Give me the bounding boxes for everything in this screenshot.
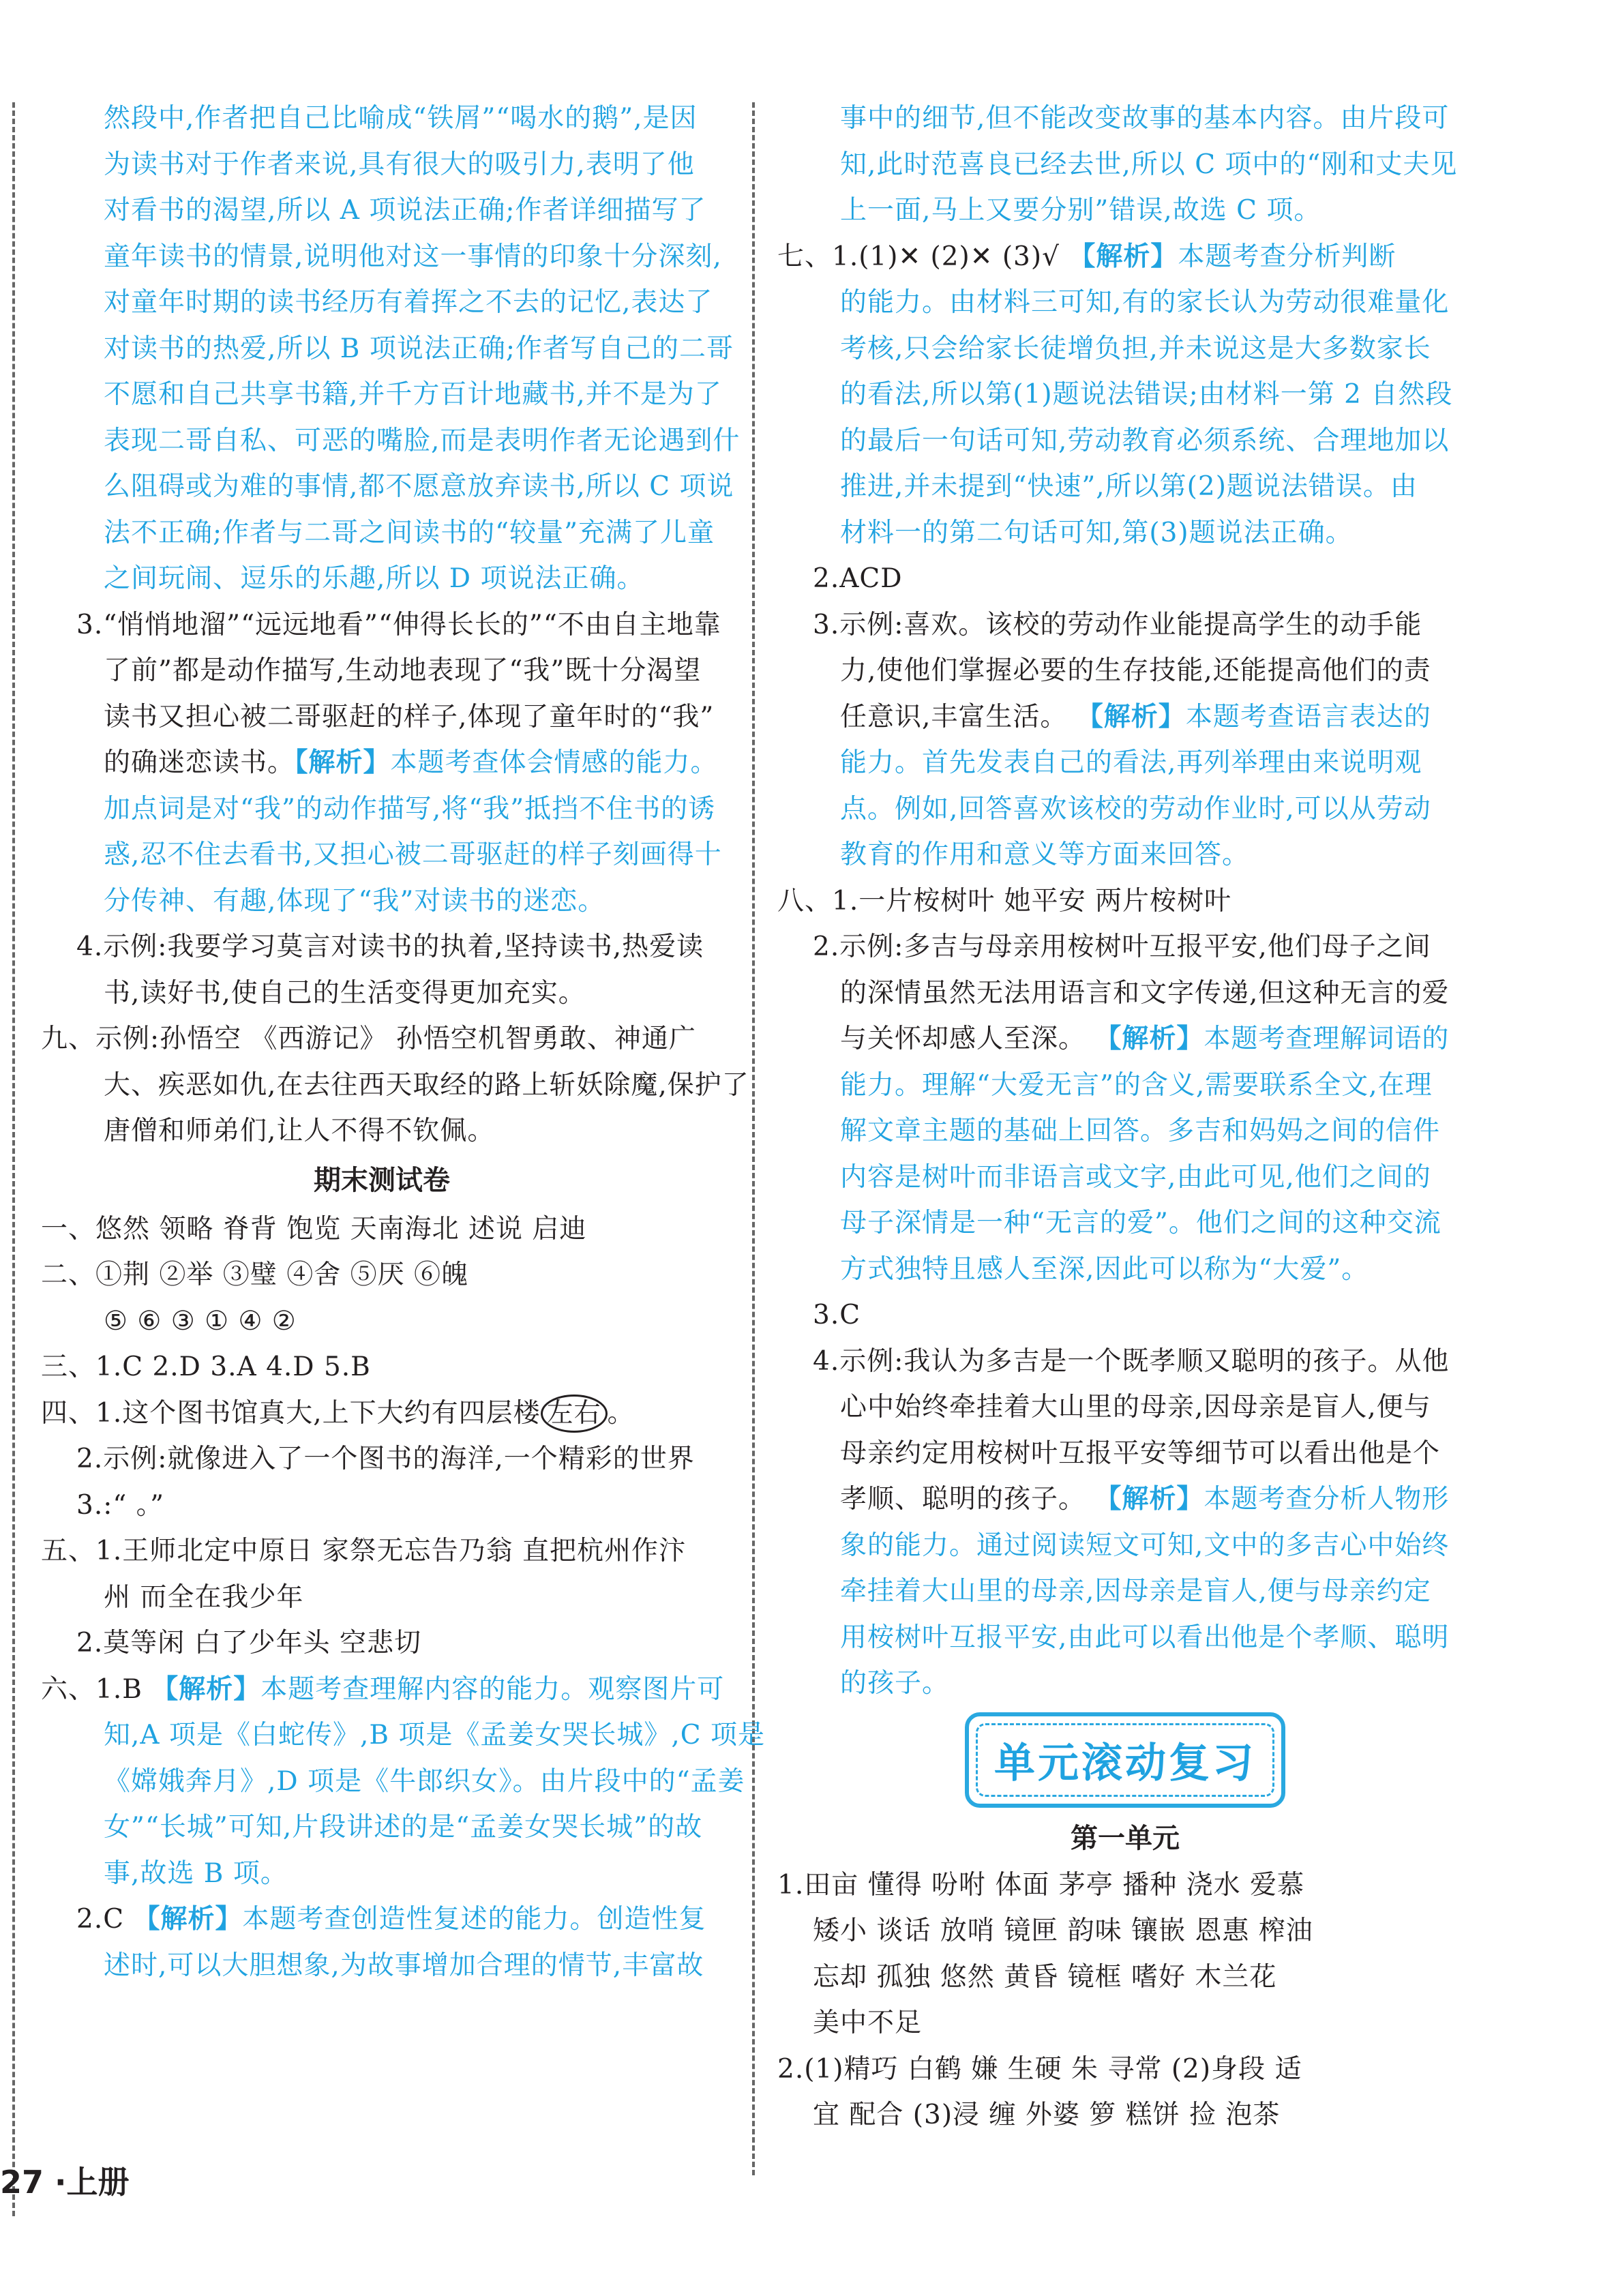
answer-line	[41, 1896, 723, 1943]
answer-line	[777, 234, 1473, 280]
column-divider-dashed-line	[752, 102, 755, 2175]
text-line: 分传神、有趣,体现了“我”对读书的迷恋。	[104, 885, 606, 916]
text-line: 方式独特且感人至深,因此可以称为“大爱”。	[840, 1253, 1369, 1285]
answer-line: 八、1.一片桉树叶 她平安 两片桉树叶	[777, 885, 1232, 916]
text-line: 的孩子。	[840, 1668, 950, 1699]
answer-line: 二、①荆 ②举 ③璧 ④舍 ⑤厌 ⑥魄	[41, 1259, 468, 1290]
analysis-tag: 【解析】	[1068, 241, 1178, 272]
text-line: 点。例如,回答喜欢该校的劳动作业时,可以从劳动	[840, 793, 1431, 824]
text-line: 加点词是对“我”的动作描写,将“我”抵挡不住书的诱	[104, 793, 716, 824]
answer-line: 4.示例:我认为多吉是一个既孝顺又聪明的孩子。从他	[813, 1345, 1450, 1377]
text-line: 教育的作用和意义等方面来回答。	[840, 839, 1250, 870]
text-line: 推进,并未提到“快速”,所以第(2)题说法错误。由	[840, 471, 1418, 502]
answer-line: 九、示例:孙悟空 《西游记》 孙悟空机智勇敢、神通广	[41, 1024, 696, 1054]
answer-line: 2.示例:多吉与母亲用桉树叶互报平安,他们母子之间	[813, 931, 1431, 962]
answer-text: 孝顺、聪明的孩子。	[840, 1484, 1095, 1515]
text-line: 能力。理解“大爱无言”的含义,需要联系全文,在理	[840, 1069, 1433, 1101]
unit-one-heading: 第一单元	[1071, 1822, 1180, 1854]
text-line: 用桉树叶互报平安,由此可以看出他是个孝顺、聪明	[840, 1622, 1450, 1653]
answer-line: 了前”都是动作描写,生动地表现了“我”既十分渴望	[104, 655, 702, 686]
analysis-tag: 【解析】	[295, 747, 391, 778]
text-line: 牵挂着大山里的母亲,因母亲是盲人,便与母亲约定	[840, 1576, 1431, 1607]
text-line: 的能力。由材料三可知,有的家长认为劳动很难量化	[840, 287, 1450, 318]
answer-line: 矮小 谈话 放哨 镜匣 韵味 镶嵌 恩惠 榨油	[813, 1915, 1313, 1946]
text-line: 解文章主题的基础上回答。多吉和妈妈之间的信件	[840, 1116, 1441, 1146]
text-line: 考核,只会给家长徒增负担,并未说这是大多数家长	[840, 333, 1431, 364]
final-exam-heading: 期末测试卷	[314, 1164, 450, 1196]
text-line: 法不正确;作者与二哥之间读书的“较量”充满了儿童	[104, 517, 715, 548]
analysis-tag: 【解析】	[151, 1673, 261, 1705]
answer-line	[41, 740, 723, 786]
answer-text: 的确迷恋读书。	[104, 747, 295, 778]
answer-line: 五、1.王师北定中原日 家祭无忘告乃翁 直把杭州作汴	[41, 1536, 687, 1566]
answer-line: 州 而全在我少年	[104, 1581, 304, 1613]
text-line: 女”“长城”可知,片段讲述的是“孟姜女哭长城”的故	[104, 1812, 703, 1843]
analysis-text: 本题考查理解词语的	[1204, 1024, 1450, 1054]
answer-line: 2.莫等闲 白了少年头 空悲切	[76, 1628, 422, 1658]
answer-text: 四、1.这个图书馆真大,上下大约有四层楼	[41, 1397, 541, 1429]
text-line: 对看书的渴望,所以 A 项说法正确;作者详细描写了	[104, 195, 706, 226]
text-line: 的最后一句话可知,劳动教育必须系统、合理地加以	[840, 425, 1450, 456]
text-line: 之间玩闹、逗乐的乐趣,所以 D 项说法正确。	[104, 563, 644, 594]
answer-line: 的深情虽然无法用语言和文字传递,但这种无言的爱	[840, 977, 1450, 1009]
answer-text: 与关怀却感人至深。	[840, 1024, 1095, 1054]
analysis-text: 本题考查分析人物形	[1204, 1484, 1450, 1515]
text-line: 知,此时范喜良已经去世,所以 C 项中的“刚和丈夫见	[840, 149, 1458, 180]
analysis-text: 本题考查分析判断	[1178, 241, 1396, 272]
text-line: 象的能力。通过阅读短文可知,文中的多吉心中始终	[840, 1530, 1450, 1561]
analysis-tag: 【解析】	[133, 1904, 243, 1935]
answer-line: 书,读好书,使自己的生活变得更加充实。	[104, 977, 586, 1009]
answer-line: 宜 配合 (3)浸 缠 外婆 箩 糕饼 捡 泡茶	[813, 2100, 1281, 2130]
analysis-tag: 【解析】	[1076, 701, 1186, 732]
answer-line: 唐僧和师弟们,让人不得不钦佩。	[104, 1116, 495, 1146]
answer-text: 七、1.(1)✕ (2)✕ (3)√	[777, 241, 1069, 272]
answer-text: 2.C	[76, 1904, 134, 1935]
answer-line: 3.:“ 。”	[76, 1489, 165, 1521]
answer-line	[777, 694, 1473, 741]
text-line: 述时,可以大胆想象,为故事增加合理的情节,丰富故	[104, 1950, 704, 1981]
unit-review-banner	[965, 1712, 1285, 1808]
analysis-text: 本题考查语言表达的	[1185, 701, 1431, 732]
text-line: 然段中,作者把自己比喻成“铁屑”“喝水的鹅”,是因	[104, 103, 698, 134]
text-line: 的看法,所以第(1)题说法错误;由材料一第 2 自然段	[840, 379, 1453, 410]
analysis-text: 本题考查体会情感的能力。	[390, 747, 718, 778]
text-line: 知,A 项是《白蛇传》,B 项是《孟姜女哭长城》,C 项是	[104, 1720, 766, 1750]
answer-line: 忘却 孤独 悠然 黄昏 镜框 嗜好 木兰花	[813, 1961, 1277, 1993]
answer-line	[777, 1476, 1473, 1523]
text-line: 对读书的热爱,所以 B 项说法正确;作者写自己的二哥	[104, 333, 734, 364]
answer-text: 。	[607, 1397, 635, 1429]
answer-line: 读书又担心被二哥驱赶的样子,体现了童年时的“我”	[104, 701, 715, 732]
answer-line: 2.(1)精巧 白鹤 嫌 生硬 朱 寻常 (2)身段 适	[777, 2053, 1302, 2085]
answer-line: 3.示例:喜欢。该校的劳动作业能提高学生的动手能	[813, 609, 1422, 640]
answer-line: 3.C	[813, 1300, 861, 1330]
left-column	[41, 95, 766, 1988]
text-line: 童年读书的情景,说明他对这一事情的印象十分深刻,	[104, 241, 722, 272]
answer-line: ⑤ ⑥ ③ ① ④ ②	[104, 1305, 297, 1337]
unit-review-title: 单元滚动复习	[994, 1739, 1256, 1787]
answer-line: 3.“悄悄地溜”“远远地看”“伸得长长的”“不由自主地靠	[76, 609, 721, 640]
text-line: 母子深情是一种“无言的爱”。他们之间的这种交流	[840, 1208, 1441, 1238]
analysis-tag: 【解析】	[1094, 1484, 1204, 1515]
answer-line: 心中始终牵挂着大山里的母亲,因母亲是盲人,便与	[840, 1392, 1431, 1422]
answer-line: 大、疾恶如仇,在去往西天取经的路上斩妖除魔,保护了	[104, 1069, 749, 1101]
answer-line	[777, 1016, 1473, 1062]
answer-line: 美中不足	[813, 2008, 923, 2038]
right-column	[777, 95, 1473, 2138]
text-line: 对童年时期的读书经历有着挥之不去的记忆,表达了	[104, 287, 713, 318]
text-line: 材料一的第二句话可知,第(3)题说法正确。	[840, 517, 1353, 548]
text-line: 上一面,马上又要分别”错误,故选 C 项。	[840, 195, 1321, 226]
answer-line: 母亲约定用桉树叶互报平安等细节可以看出他是个	[840, 1437, 1441, 1469]
text-line: 么阻碍或为难的事情,都不愿意放弃读书,所以 C 项说	[104, 471, 734, 502]
text-line: 为读书对于作者来说,具有很大的吸引力,表明了他	[104, 149, 695, 180]
answer-text: 六、1.B	[41, 1673, 152, 1705]
answer-line: 2.ACD	[813, 563, 903, 594]
answer-text: 任意识,丰富生活。	[840, 701, 1077, 732]
text-line: 事中的细节,但不能改变故事的基本内容。由片段可	[840, 103, 1450, 134]
analysis-text: 本题考查创造性复述的能力。创造性复	[242, 1904, 706, 1935]
left-margin-dashed-line	[12, 102, 15, 2216]
answer-line: 三、1.C 2.D 3.A 4.D 5.B	[41, 1352, 371, 1382]
text-line: 《嫦娥奔月》,D 项是《牛郎织女》。由片段中的“孟姜	[104, 1765, 745, 1797]
analysis-tag: 【解析】	[1094, 1024, 1204, 1054]
answer-line: 力,使他们掌握必要的生存技能,还能提高他们的责	[840, 655, 1431, 686]
analysis-text: 本题考查理解内容的能力。观察图片可	[260, 1673, 725, 1705]
page-number: 27 ·上册	[0, 2164, 130, 2201]
circled-word: 左右	[541, 1395, 608, 1433]
answer-line: 一、悠然 领略 脊背 饱览 天南海北 述说 启迪	[41, 1213, 587, 1244]
answer-line: 2.示例:就像进入了一个图书的海洋,一个精彩的世界	[76, 1444, 695, 1474]
text-line: 事,故选 B 项。	[104, 1858, 288, 1889]
text-line: 表现二哥自私、可恶的嘴脸,而是表明作者无论遇到什	[104, 425, 741, 456]
text-line: 能力。首先发表自己的看法,再列举理由来说明观	[840, 747, 1422, 778]
answer-line: 4.示例:我要学习莫言对读书的执着,坚持读书,热爱读	[76, 931, 704, 962]
unit-review-banner-inner	[976, 1723, 1274, 1797]
text-line: 不愿和自己共享书籍,并千方百计地藏书,并不是为了	[104, 379, 722, 410]
text-line: 惑,忍不住去看书,又担心被二哥驱赶的样子刻画得十	[104, 839, 722, 870]
text-line: 内容是树叶而非语言或文字,由此可见,他们之间的	[840, 1161, 1431, 1193]
answer-line	[41, 1390, 723, 1437]
answer-line	[41, 1667, 723, 1713]
answer-line: 1.田亩 懂得 吩咐 体面 茅亭 播种 浇水 爱慕	[777, 1869, 1304, 1900]
